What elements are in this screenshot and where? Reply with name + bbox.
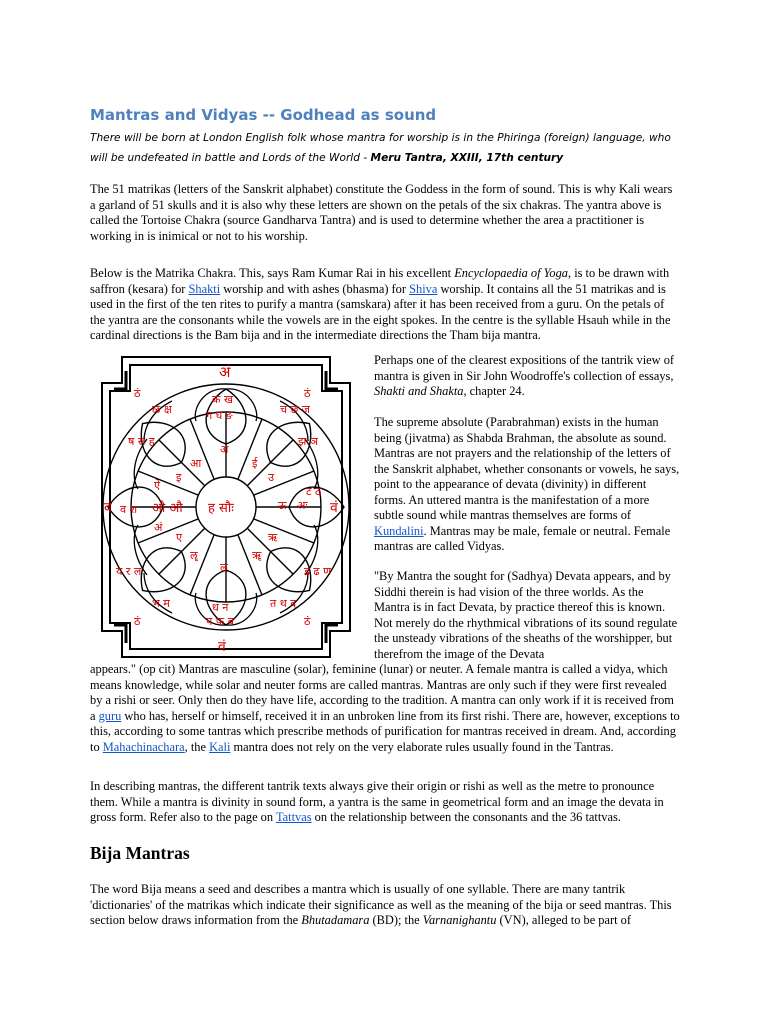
matrika-chakra-yantra-image: [92, 349, 360, 665]
yantra-petal: व श: [120, 503, 138, 516]
yantra-petal: ड ढ ण: [304, 565, 332, 578]
link-shiva[interactable]: Shiva: [409, 281, 438, 296]
text-run: The word Bija means a seed and describes a mantra which is usually of one syllable. There are many tantrik 'dictionaries' of the matrikas which indicate their significance as well as the meaning of the bija or seed mantras. This section below draws information from the: [90, 882, 672, 927]
epigraph-quote: [90, 128, 690, 168]
yantra-top-outer: क ख: [212, 393, 233, 406]
yantra-petal: झ ञ: [298, 435, 318, 448]
yantra-spoke: अ: [220, 443, 229, 456]
yantra-spoke: ऌ: [220, 561, 228, 574]
paragraph-quote-start: [374, 569, 680, 662]
yantra-corner: ठं: [304, 387, 311, 400]
text-run: . Mantras may be male, female or neutral. Female mantras are called Vidyas.: [374, 523, 671, 553]
yantra-cardinal: वं: [218, 639, 226, 655]
yantra-petal: य र ल: [116, 565, 142, 578]
yantra-center: ह सौः: [208, 501, 234, 516]
text-run: who has, herself or himself, received it in an unbroken line from its first rishi. There are, however, exceptions to this, according to some tantras which prescribe methods of purification for mantras received in dream. And, according to: [90, 708, 680, 754]
book-title: Encyclopaedia of Yoga: [454, 266, 568, 280]
yantra-spoke: अं: [154, 521, 163, 534]
paragraph-rishi-metre: [90, 779, 680, 826]
yantra-top-bija: अं: [219, 363, 231, 381]
text-run: worship and with ashes (bhasma) for: [220, 281, 410, 296]
yantra-spoke: ऐ: [154, 479, 161, 492]
link-tattvas[interactable]: Tattvas: [275, 810, 312, 824]
quote-source: Meru Tantra, XXIII, 17th century: [370, 152, 564, 164]
yantra-cardinal: वं: [330, 500, 338, 516]
yantra-corner: ठं: [304, 615, 311, 628]
text-run: Below is the Matrika Chakra. This, says Ram Kumar Rai in his excellent: [90, 266, 455, 280]
yantra-petal: ळ क्ष: [152, 403, 172, 416]
paragraph-matrika-chakra: [90, 266, 680, 344]
text-run: (VN), alleged to be part of: [496, 913, 631, 927]
yantra-spoke: ई: [252, 457, 258, 470]
text-run: In describing mantras, the different tantrik texts always give their origin or rishi as well as the metre to pronounce them. While a mantra is divinity in sound form, a yantra is the same in geometrical form and an image the devata in gross form. Refer also to the page on: [90, 779, 664, 824]
paragraph-matrikas: The 51 matrikas (letters of the Sanskrit alphabet) constitute the Goddess in the form of sound. This is why Kali wears a garland of 51 skulls and it is also why these letters are shown on the petals of the six chakras. The yantra above is called the Tortoise Chakra (source Gandharva Tantra) and is used to determine whether the area a practitioner is working in is inimical or not to his worship.: [90, 182, 673, 243]
text-run: , chapter 24.: [463, 384, 525, 398]
text-run: on the relationship between the consonants and the 36 tattvas.: [311, 810, 621, 824]
yantra-left-spoke: ओ औ: [152, 501, 183, 516]
section-heading-bija-mantras: Bija Mantras: [90, 843, 190, 863]
book-title: Bhutadamara: [301, 913, 370, 927]
link-guru[interactable]: guru: [98, 708, 122, 723]
text-run: , the: [184, 739, 210, 754]
yantra-spoke: उ: [268, 471, 275, 484]
book-title: Shakti and Shakta: [374, 384, 464, 398]
yantra-spoke: ऋ: [268, 531, 278, 544]
yantra-petal: त थ द: [270, 597, 297, 610]
paragraph-mantra-types: [90, 662, 680, 755]
yantra-spoke: आ: [190, 457, 202, 470]
quote-text: There will be born at London English folk whose mantra for worship is in the Phiringa (foreign) language, who will be undefeated in battle and Lords of the World -: [90, 132, 671, 164]
text-run: , is to be drawn with saffron (kesara) for: [90, 266, 670, 296]
link-kundalini[interactable]: Kundalini: [374, 523, 424, 538]
yantra-spoke: ऊ: [278, 499, 287, 512]
yantra-petal: ध न: [212, 601, 229, 614]
yantra-spoke: ॠ: [252, 549, 262, 562]
yantra-cardinal: वं: [218, 391, 219, 392]
paragraph-bija-intro: [90, 882, 680, 929]
book-title: Varnanighantu: [422, 913, 497, 927]
yantra-petal: ष स ह: [128, 435, 155, 448]
paragraph-woodroffe: [374, 353, 680, 400]
text-run: "By Mantra the sought for (Sadhya) Devata appears, and by Siddhi therein is had vision of the three worlds. As the Mantra is in fact Devata, by practice thereof this is known. Not merely do the rhythmical vibrations of its sound regulate the unsteady vibrations of the sheaths of the worshipper, but therefrom the image of the Devata: [374, 569, 678, 661]
text-run: worship. It contains all the 51 matrikas and is used in the first of the ten rites to purify a mantra (samskara) after it has been received from a guru. On the petals of the yantra are the consonants while the vowels are in the eight spokes. In the centre is the syllable Hsauh while in the cardinal directions is the Bam bija and in the intermediate directions the Tham bija mantra.: [90, 281, 671, 342]
link-kali[interactable]: Kali: [209, 739, 231, 754]
text-run: The supreme absolute (Parabrahman) exists in the human being (jivatma) as Shabda Brahman, the absolute as sound. Mantras are not prayers and the relationship of the letters of the Sanskrit alphabet, whether consonants or vowels, he says, point to the appearance of devata (divinity) in different forms. An uttered mantra is the manifestation of a more subtle sound while mantras themselves are forms of: [374, 415, 680, 522]
text-run: Perhaps one of the clearest expositions of the tantrik view of mantra is given in Sir John Woodroffe's collection of essays,: [374, 353, 675, 383]
page-title: Mantras and Vidyas -- Godhead as sound: [90, 106, 437, 124]
yantra-spoke: अः: [297, 499, 308, 512]
yantra-cardinal: वं: [104, 500, 112, 516]
yantra-petal: भ म: [152, 597, 170, 610]
yantra-corner: ठं: [134, 615, 141, 628]
yantra-petal: च छ ज: [280, 403, 310, 416]
yantra-corner: ठं: [134, 387, 141, 400]
yantra-petal: प फ ब: [206, 615, 235, 628]
yantra-top-inner: ग घ ङ: [206, 409, 233, 422]
yantra-spoke: इ: [176, 471, 182, 484]
link-shakti[interactable]: Shakti: [188, 281, 221, 296]
link-mahachinachara[interactable]: Mahachinachara: [102, 739, 185, 754]
yantra-spoke: ए: [176, 531, 183, 544]
text-run: (BD); the: [369, 913, 423, 927]
paragraph-parabrahman: [374, 415, 680, 555]
text-run: mantra does not rely on the very elaborate rules usually found in the Tantras.: [230, 739, 614, 754]
text-run: appears." (op cit) Mantras are masculine (solar), feminine (lunar) or neuter. A female mantra is called a vidya, which means knowledge, while solar and neuter forms are called mantras. Mantras are only such if they were first revealed by a rishi or seer. Only then do they have life, according to the tradition. A mantra can only work if it is received from a: [90, 662, 674, 723]
yantra-petal: ट ठ: [306, 485, 322, 498]
yantra-spoke: ॡ: [190, 549, 198, 562]
